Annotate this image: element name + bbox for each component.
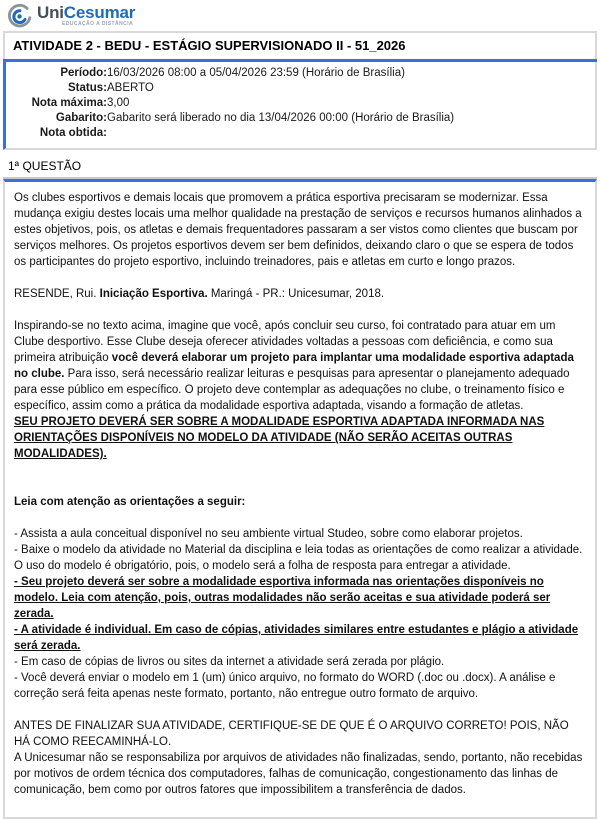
paragraph xyxy=(14,670,585,702)
paragraph xyxy=(14,414,585,462)
text-segment: - Em caso de cópias de livros ou sites da internet a atividade será zerada por plágio. xyxy=(14,656,445,668)
blank-line xyxy=(14,302,585,318)
activity-title: ATIVIDADE 2 - BEDU - ESTÁGIO SUPERVISIONADO II - 51_2026 xyxy=(13,38,406,53)
text-segment: Para isso, será necessário realizar leituras e pesquisas para apresentar o planejamento adequado para esse público em específico. O projeto deve contemplar as adequações no clube, o treinamento físico e específico, assim como a prática da modalidade esportiva adaptada, visando a formação de atletas. xyxy=(14,368,570,412)
paragraph xyxy=(14,286,585,302)
info-value: 16/03/2026 08:00 a 05/04/2026 23:59 (Horário de Brasília) xyxy=(107,67,405,79)
paragraph xyxy=(14,750,585,798)
brand-uni: Uni xyxy=(37,3,64,22)
text-segment: A Unicesumar não se responsabiliza por arquivos de atividades não finalizadas, sendo, portanto, não recebidas por motivos de ordem técnica dos computadores, falhas de comunicação, congestionamento das linhas de comunicação, bem como por outros fatores que impossibilitem a transferência de dados. xyxy=(14,752,583,796)
brand-cesumar: Cesumar xyxy=(63,3,136,22)
info-label: Período: xyxy=(60,67,107,79)
info-row xyxy=(6,96,589,111)
text-segment: - Você deverá enviar o modelo em 1 (um) único arquivo, no formato do WORD (.doc ou .docx). A análise e correção será feita apenas neste formato, portanto, não entregue outro formato de arquivo. xyxy=(14,672,556,700)
text-segment: - A atividade é individual. Em caso de cópias, atividades similares entre estudantes e plágio a atividade será zerada. xyxy=(14,624,579,652)
info-row xyxy=(6,81,589,96)
text-segment: RESENDE, Rui. xyxy=(14,288,100,300)
info-value: Gabarito será liberado no dia 13/04/2026 00:00 (Horário de Brasília) xyxy=(107,112,455,124)
paragraph xyxy=(14,526,585,542)
paragraph xyxy=(14,622,585,654)
info-row xyxy=(6,66,589,81)
info-label: Gabarito: xyxy=(55,112,107,124)
info-label: Nota máxima: xyxy=(31,97,107,109)
text-segment: ANTES DE FINALIZAR SUA ATIVIDADE, CERTIFIQUE-SE DE QUE É O ARQUIVO CORRETO! POIS, NÃO HÁ COMO REECAMINHÁ-LO. xyxy=(14,720,569,748)
question-body xyxy=(3,179,597,819)
text-segment: - Assista a aula conceitual disponível no seu ambiente virtual Studeo, sobre como elaborar projetos. xyxy=(14,528,523,540)
blank-line xyxy=(14,478,585,494)
info-label: Nota obtida: xyxy=(39,127,107,139)
blank-line xyxy=(14,462,585,478)
text-segment: - Baixe o modelo da atividade no Material da disciplina e leia todas as orientações de como realizar a atividade. O uso do modelo é obrigatório, pois, o modelo será a folha de resposta para entregar a atividade. xyxy=(14,544,583,572)
text-segment: Iniciação Esportiva. xyxy=(99,288,208,300)
logo-tagline: EDUCAÇÃO A DISTÂNCIA xyxy=(62,21,134,27)
text-segment: Os clubes esportivos e demais locais que promovem a prática esportiva precisaram se modernizar. Essa mudança exigiu destes locais uma melhor qualidade na prestação de serviços e recursos humanos alinhados a estes objetivos, pois, os atletas e demais frequentadores passaram a ser vistos como clientes que buscam por serviços melhores. Os projetos esportivos devem ser bem definidos, deixando claro o que se espera de todos os participantes do projeto esportivo, incluindo treinadores, pais e atletas em curto e longo prazos. xyxy=(14,192,582,268)
paragraph xyxy=(14,318,585,414)
info-label: Status: xyxy=(68,82,107,94)
blank-line xyxy=(14,270,585,286)
paragraph xyxy=(14,574,585,622)
activity-info-panel xyxy=(3,62,597,150)
blank-line xyxy=(14,510,585,526)
info-row xyxy=(6,126,589,141)
question-heading: 1ª QUESTÃO xyxy=(3,157,597,179)
text-segment: SEU PROJETO DEVERÁ SER SOBRE A MODALIDADE ESPORTIVA ADAPTADA INFORMADA NAS ORIENTAÇÕES DISPONÍVEIS NO MODELO DA ATIVIDADE (NÃO SERÃO ACEITAS OUTRAS MODALIDADES). xyxy=(14,416,545,460)
text-segment: Leia com atenção as orientações a seguir: xyxy=(14,496,246,508)
logo xyxy=(3,0,597,31)
paragraph xyxy=(14,654,585,670)
paragraph xyxy=(14,542,585,574)
paragraph xyxy=(14,718,585,750)
activity-header-box xyxy=(3,31,597,59)
text-segment: Inspirando-se no texto acima, imagine que você, após concluir seu curso, foi contratado para atuar em um Clube desportivo. Esse Clube deseja oferecer atividades voltadas a pessoas com deficiência, e como sua primeira atribuição xyxy=(14,320,556,364)
info-value: 3,00 xyxy=(107,97,130,109)
info-row xyxy=(6,111,589,126)
text-segment: Maringá - PR.: Unicesumar, 2018. xyxy=(207,288,385,300)
info-value: ABERTO xyxy=(107,82,154,94)
brand-name xyxy=(37,3,135,22)
paragraph xyxy=(14,494,585,510)
logo-wordmark xyxy=(37,3,135,27)
text-segment: você deverá elaborar um projeto para implantar uma modalidade esportiva adaptada no clube. xyxy=(14,352,574,380)
blank-line xyxy=(14,702,585,718)
text-segment: - Seu projeto deverá ser sobre a modalidade esportiva informada nas orientações disponíveis no modelo. Leia com atenção, pois, outras modalidades não serão aceitas e sua atividade poderá ser zerada. xyxy=(14,576,551,620)
paragraph xyxy=(14,190,585,270)
unicesumar-logo-icon xyxy=(6,3,33,30)
